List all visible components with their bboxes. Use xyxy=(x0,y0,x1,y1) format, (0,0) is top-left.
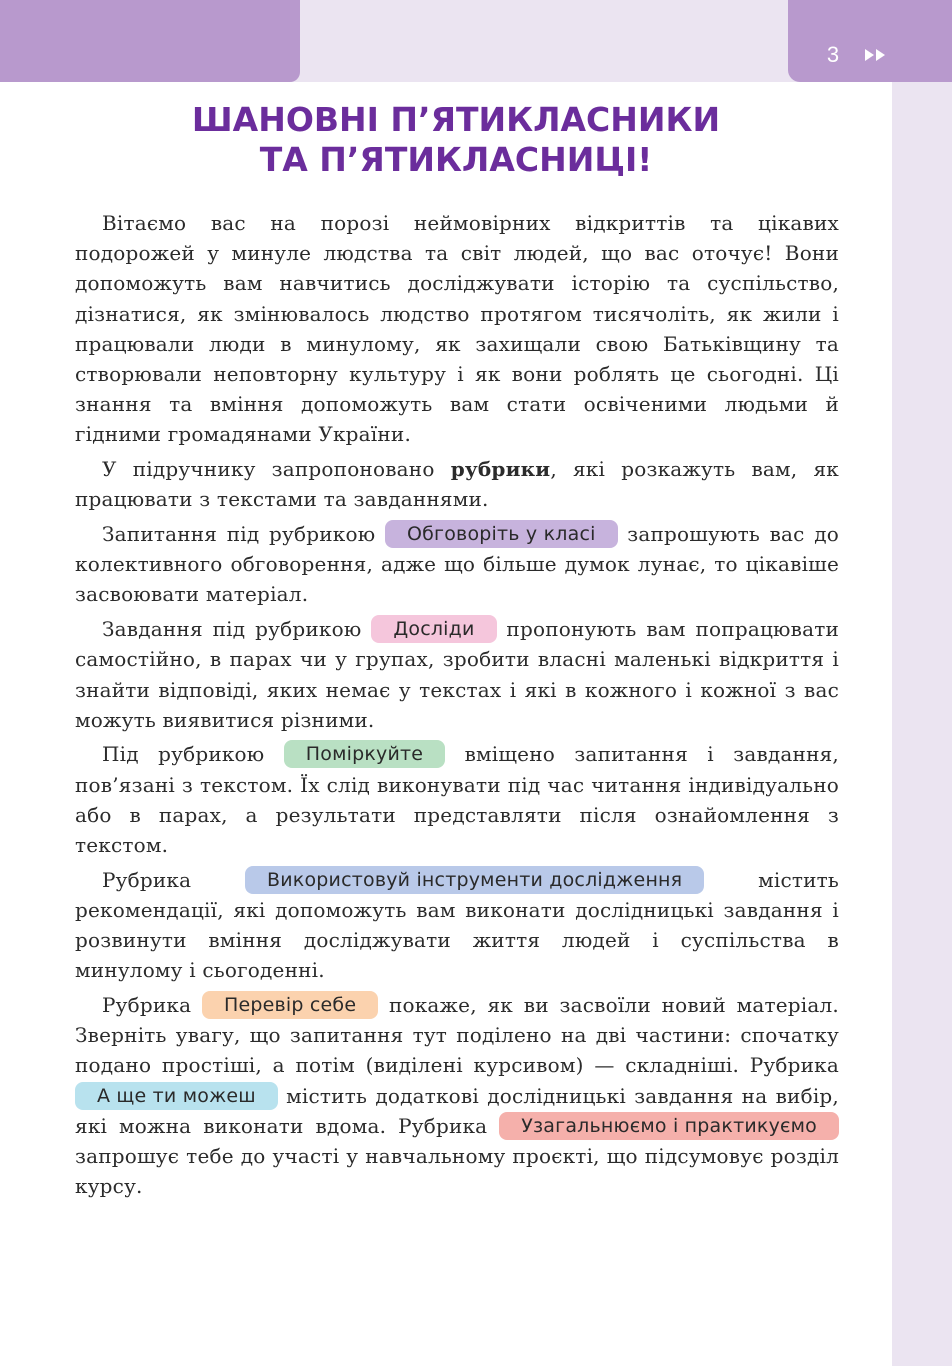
paragraph-tools xyxy=(75,865,839,986)
text-run: Запитання під рубрикою xyxy=(102,522,385,547)
rubric-badge-discuss: Обговоріть у класі xyxy=(385,520,618,548)
text-run: Під рубрикою xyxy=(102,742,284,767)
text-run: містить рекомендації, які допоможуть вам виконати дослідницькі завдання і розвинути вміння досліджувати життя людей і суспільства в минулому і сьогоденні. xyxy=(75,867,839,983)
paragraph-rubrics xyxy=(75,454,839,514)
text-run: пропонують вам попрацювати самостійно, в парах чи у групах, зробити власні маленькі відкриття і знайти відповіді, яких немає у текстах і які в кожного і кожної з вас можуть виявитися різними. xyxy=(75,617,840,732)
text-run: запрошує тебе до участі у навчальному проєкті, що підсумовує розділ курсу. xyxy=(75,1144,839,1199)
paragraph-explore xyxy=(75,614,839,735)
header-tab-left xyxy=(0,0,300,82)
text-run: Завдання під рубрикою xyxy=(102,617,372,642)
header-tab-right xyxy=(788,0,952,82)
text-run: Рубрика xyxy=(102,867,245,892)
page-number: 3 xyxy=(826,42,840,67)
page-title xyxy=(75,100,837,180)
rubric-badge-check: Перевір себе xyxy=(202,991,378,1019)
rubric-badge-explore: Досліди xyxy=(371,615,496,643)
text-run: вміщено запитання і завдання, пов’язані з текстом. Їх слід виконувати під час читання індивідуально або в парах, а результати представляти після ознайомлення з текстом. xyxy=(75,742,839,858)
paragraph-discuss xyxy=(75,519,839,610)
rubric-badge-tools: Використовуй інструменти дослідження xyxy=(245,866,704,894)
text-run: містить додаткові дослідницькі завдання на вибір, які можна виконати вдома. Рубрика xyxy=(75,1083,839,1138)
paragraph-check xyxy=(75,990,839,1201)
title-line-1: ШАНОВНІ П’ЯТИКЛАСНИКИ xyxy=(191,100,721,139)
paragraph-intro: Вітаємо вас на порозі неймовірних відкриттів та цікавих подорожей у минуле людства та світ людей, що вас оточує! Вони допоможуть вам навчитись досліджувати історію та суспільство, дізнатися, як змінювалось людство протягом тисячоліть, як жили і працювали люди в минулому, як захищали свою Батьківщину та створювали неповторну культуру і як вони роблять це сьогодні. Ці знання та вміння допоможуть вам стати освіченими людьми й гідними громадянами України. xyxy=(75,211,839,447)
bold-text-rubrics: рубрики xyxy=(450,457,551,482)
rubric-badge-summary: Узагальнюємо і практикуємо xyxy=(499,1112,839,1140)
text-run: Рубрика xyxy=(102,993,202,1018)
body-text xyxy=(75,208,839,1206)
text-run: запрошують вас до колективного обговорення, адже що більше думок лунає, то цікавіше засвоювати матеріал. xyxy=(75,522,839,607)
rubric-badge-think: Поміркуйте xyxy=(284,740,445,768)
side-margin-strip xyxy=(892,82,952,1366)
double-chevron-right-icon xyxy=(864,47,888,63)
rubric-badge-more: А ще ти можеш xyxy=(75,1082,278,1110)
text-run: покаже, як ви засвоїли новий матеріал. Зверніть увагу, що запитання тут поділено на дві частини: спочатку подано простіші, а потім (виділені курсивом) — складніші. Рубрика xyxy=(75,993,839,1078)
title-line-2: ТА П’ЯТИКЛАСНИЦІ! xyxy=(259,140,653,179)
text-run: , які розкажуть вам, як працювати з текстами та завданнями. xyxy=(75,457,839,512)
paragraph-think xyxy=(75,739,839,860)
text-run: У підручнику запропоновано xyxy=(102,457,451,482)
